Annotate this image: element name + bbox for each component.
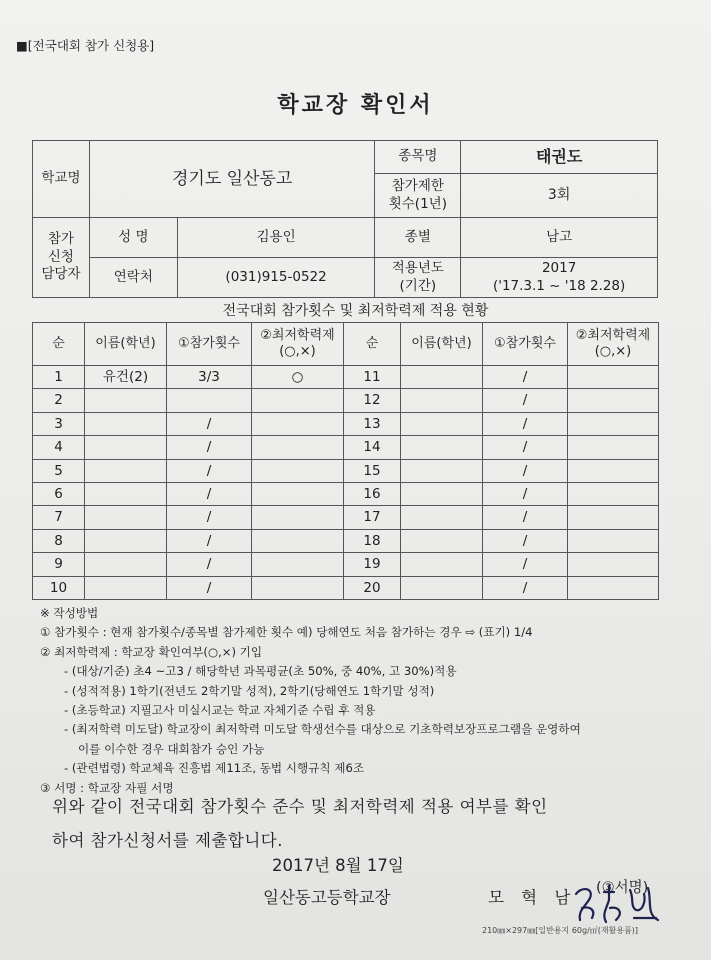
row-min — [568, 366, 659, 389]
row-min — [252, 482, 344, 505]
row-min — [568, 553, 659, 576]
row-name — [85, 553, 167, 576]
row-count: / — [167, 436, 252, 459]
row-min — [568, 506, 659, 529]
table-row — [33, 482, 659, 505]
row-count: / — [483, 389, 568, 412]
table-row — [33, 553, 659, 576]
row-name — [401, 366, 483, 389]
row-name — [85, 529, 167, 552]
table-header-row — [33, 323, 659, 366]
row-name — [401, 412, 483, 435]
row-no: 6 — [33, 482, 85, 505]
row-count: 3/3 — [167, 366, 252, 389]
row-min — [568, 389, 659, 412]
row-name — [401, 576, 483, 599]
row-no: 8 — [33, 529, 85, 552]
row-no: 3 — [33, 412, 85, 435]
row-no: 10 — [33, 576, 85, 599]
phone-value: (031)915-0522 — [177, 258, 375, 298]
row-min — [252, 506, 344, 529]
paper-spec: 210㎜×297㎜[일반용지 60g/㎡(재활용품)] — [482, 926, 639, 935]
row-no: 20 — [344, 576, 401, 599]
row-count: / — [167, 506, 252, 529]
row-no: 9 — [33, 553, 85, 576]
table-row — [33, 506, 659, 529]
row-no: 13 — [344, 412, 401, 435]
row-name — [401, 389, 483, 412]
event-label: 종목명 — [375, 141, 461, 174]
row-min — [568, 412, 659, 435]
note-item: ③ 서명 : 학교장 자필 서명 — [40, 780, 174, 795]
row-name — [401, 436, 483, 459]
form-tag: ■[전국대회 참가 신청용] — [16, 38, 155, 53]
row-min — [568, 436, 659, 459]
contact-label: 참가 신청 담당자 — [33, 218, 90, 298]
col-no: 순 — [344, 323, 401, 366]
row-count: / — [483, 553, 568, 576]
row-no: 19 — [344, 553, 401, 576]
row-min — [568, 529, 659, 552]
row-no: 16 — [344, 482, 401, 505]
note-item: ② 최저학력제 : 학교장 확인여부(○,×) 기입 — [40, 644, 263, 659]
phone-label: 연락처 — [89, 258, 177, 298]
note-subitem: - (관련법령) 학교체육 진흥법 제11조, 동법 시행규칙 제6조 — [64, 761, 365, 776]
table-row — [33, 366, 659, 389]
row-name — [85, 389, 167, 412]
row-count: / — [483, 412, 568, 435]
row-no: 15 — [344, 459, 401, 482]
closing-statement: 위와 같이 전국대회 참가횟수 준수 및 최저학력제 적용 여부를 확인 하여 참가신청서를 제출합니다. — [52, 797, 548, 850]
table-row — [33, 436, 659, 459]
row-name — [401, 529, 483, 552]
row-count: / — [483, 529, 568, 552]
row-count: / — [483, 366, 568, 389]
info-table — [32, 140, 658, 298]
col-min: ②최저학력제 (○,×) — [568, 323, 659, 366]
row-name — [85, 459, 167, 482]
table-row — [33, 459, 659, 482]
school-principal-title: 일산동고등학교장 — [263, 888, 391, 907]
row-no: 4 — [33, 436, 85, 459]
principal-name: 모 혁 남 — [488, 888, 577, 907]
limit-label: 참가제한 횟수(1년) — [375, 174, 461, 218]
table-row — [33, 389, 659, 412]
row-min — [568, 576, 659, 599]
row-no: 12 — [344, 389, 401, 412]
row-count: / — [167, 459, 252, 482]
row-name — [85, 506, 167, 529]
year-label: 적용년도 (기간) — [375, 258, 461, 298]
row-count: / — [483, 576, 568, 599]
row-count: / — [483, 482, 568, 505]
row-min — [252, 436, 344, 459]
note-heading: ※ 작성방법 — [40, 606, 99, 620]
instructions — [40, 604, 581, 798]
col-no: 순 — [33, 323, 85, 366]
col-min: ②최저학력제 (○,×) — [252, 323, 344, 366]
year-value: 2017 ('17.3.1 ~ '18 2.28) — [461, 258, 658, 298]
row-name — [85, 576, 167, 599]
row-count: / — [483, 506, 568, 529]
limit-value: 3회 — [461, 174, 658, 218]
document-title: 학교장 확인서 — [277, 93, 434, 118]
row-count — [167, 389, 252, 412]
row-no: 5 — [33, 459, 85, 482]
table-row — [33, 412, 659, 435]
row-min — [252, 553, 344, 576]
row-name — [401, 506, 483, 529]
row-min — [568, 482, 659, 505]
col-name: 이름(학년) — [401, 323, 483, 366]
note-subitem: - (초등학교) 지필고사 미실시교는 학교 자체기준 수립 후 적용 — [64, 703, 376, 718]
row-min — [252, 576, 344, 599]
row-no: 7 — [33, 506, 85, 529]
type-value: 남고 — [461, 218, 658, 258]
row-count: / — [167, 529, 252, 552]
row-count: / — [167, 482, 252, 505]
row-count: / — [483, 436, 568, 459]
row-min — [252, 389, 344, 412]
row-count: / — [167, 553, 252, 576]
row-min — [568, 459, 659, 482]
row-name — [85, 482, 167, 505]
school-label: 학교명 — [33, 141, 90, 218]
note-subitem: - (최저학력 미도달) 학교장이 최저학력 미도달 학생선수를 대상으로 기초학력보장프로그램을 운영하여 — [64, 722, 581, 737]
note-item: ① 참가횟수 : 현재 참가횟수/종목별 참가제한 횟수 예) 당해연도 처음 참가하는 경우 ⇨ (표기) 1/4 — [40, 625, 533, 640]
note-subitem: - (대상/기준) 초4 ~고3 / 해당학년 과목평균(초 50%, 중 40%, 고 30%)적용 — [64, 664, 457, 679]
row-name — [85, 412, 167, 435]
name-label: 성 명 — [89, 218, 177, 258]
table-row — [33, 576, 659, 599]
row-min — [252, 412, 344, 435]
row-no: 2 — [33, 389, 85, 412]
note-subitem: - (성적적용) 1학기(전년도 2학기말 성적), 2학기(당해연도 1학기말 성적) — [64, 683, 435, 698]
handwritten-signature — [568, 880, 668, 930]
school-name: 경기도 일산동고 — [89, 141, 375, 218]
participation-table — [32, 322, 659, 600]
row-count: / — [483, 459, 568, 482]
row-no: 1 — [33, 366, 85, 389]
section-title: 전국대회 참가횟수 및 최저학력제 적용 현황 — [222, 303, 489, 319]
row-min: ○ — [252, 366, 344, 389]
row-name — [401, 553, 483, 576]
row-no: 11 — [344, 366, 401, 389]
row-count: / — [167, 576, 252, 599]
contact-name: 김용인 — [177, 218, 375, 258]
type-label: 종별 — [375, 218, 461, 258]
note-subitem: 이를 이수한 경우 대회참가 승인 가능 — [78, 741, 265, 756]
col-count: ①참가횟수 — [167, 323, 252, 366]
event-name: 태권도 — [461, 141, 658, 174]
row-min — [252, 529, 344, 552]
row-no: 18 — [344, 529, 401, 552]
row-name — [401, 459, 483, 482]
col-count: ①참가횟수 — [483, 323, 568, 366]
document-date: 2017년 8월 17일 — [272, 856, 404, 875]
signature-note: (③서명) — [596, 880, 649, 896]
row-name — [401, 482, 483, 505]
row-count: / — [167, 412, 252, 435]
row-no: 17 — [344, 506, 401, 529]
row-name — [85, 436, 167, 459]
row-name: 유건(2) — [85, 366, 167, 389]
col-name: 이름(학년) — [85, 323, 167, 366]
table-row — [33, 529, 659, 552]
row-min — [252, 459, 344, 482]
row-no: 14 — [344, 436, 401, 459]
